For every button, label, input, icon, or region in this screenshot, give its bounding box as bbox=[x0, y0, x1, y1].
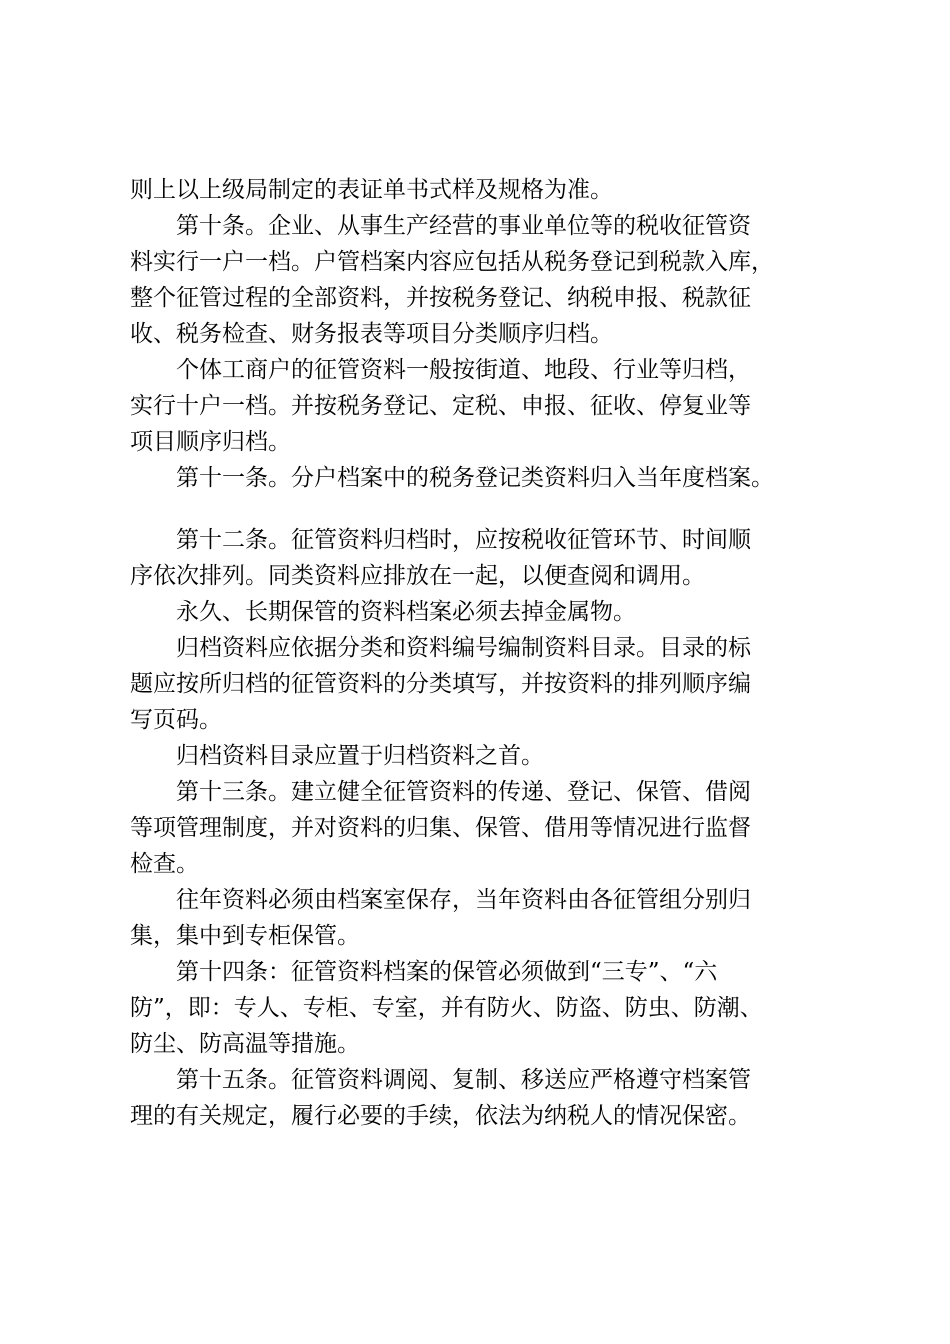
text-line: 实行十户一档。并按税务登记、定税、申报、征收、停复业等 bbox=[130, 393, 751, 419]
text-line: 整个征管过程的全部资料，并按税务登记、纳税申报、税款征 bbox=[130, 285, 751, 311]
text-line: 归档资料目录应置于归档资料之首。 bbox=[130, 743, 544, 769]
text-line: 往年资料必须由档案室保存，当年资料由各征管组分别归 bbox=[130, 887, 751, 913]
text-line: 理的有关规定，履行必要的手续，依法为纳税人的情况保密。 bbox=[130, 1103, 751, 1129]
text-line: 归档资料应依据分类和资料编号编制资料目录。目录的标 bbox=[130, 635, 751, 661]
text-line: 第十四条：征管资料档案的保管必须做到“三专”、“六 bbox=[130, 959, 718, 985]
text-line: 第十五条。征管资料调阅、复制、移送应严格遵守档案管 bbox=[130, 1067, 751, 1093]
text-line: 则上以上级局制定的表证单书式样及规格为准。 bbox=[130, 177, 613, 203]
text-line: 个体工商户的征管资料一般按街道、地段、行业等归档， bbox=[130, 357, 751, 383]
text-line: 收、税务检查、财务报表等项目分类顺序归档。 bbox=[130, 321, 613, 347]
text-line: 集，集中到专柜保管。 bbox=[130, 923, 360, 949]
text-line: 第十三条。建立健全征管资料的传递、登记、保管、借阅 bbox=[130, 779, 751, 805]
text-line: 检查。 bbox=[130, 851, 199, 877]
text-line: 防尘、防高温等措施。 bbox=[130, 1031, 360, 1057]
text-line: 等项管理制度，并对资料的归集、保管、借用等情况进行监督 bbox=[130, 815, 751, 841]
text-line: 永久、长期保管的资料档案必须去掉金属物。 bbox=[130, 599, 636, 625]
paragraph-gap bbox=[130, 496, 850, 522]
text-line: 第十条。企业、从事生产经营的事业单位等的税收征管资 bbox=[130, 213, 751, 239]
text-line: 序依次排列。同类资料应排放在一起，以便查阅和调用。 bbox=[130, 563, 705, 589]
text-line: 题应按所归档的征管资料的分类填写，并按资料的排列顺序编 bbox=[130, 671, 751, 697]
text-line: 料实行一户一档。户管档案内容应包括从税务登记到税款入库， bbox=[130, 249, 774, 275]
text-line: 写页码。 bbox=[130, 707, 222, 733]
text-line: 防”，即：专人、专柜、专室，并有防火、防盗、防虫、防潮、 bbox=[130, 995, 763, 1021]
text-line: 第十二条。征管资料归档时，应按税收征管环节、时间顺 bbox=[130, 527, 751, 553]
document-body bbox=[130, 172, 850, 1134]
text-line: 项目顺序归档。 bbox=[130, 429, 291, 455]
text-line: 第十一条。分户档案中的税务登记类资料归入当年度档案。 bbox=[130, 465, 774, 491]
